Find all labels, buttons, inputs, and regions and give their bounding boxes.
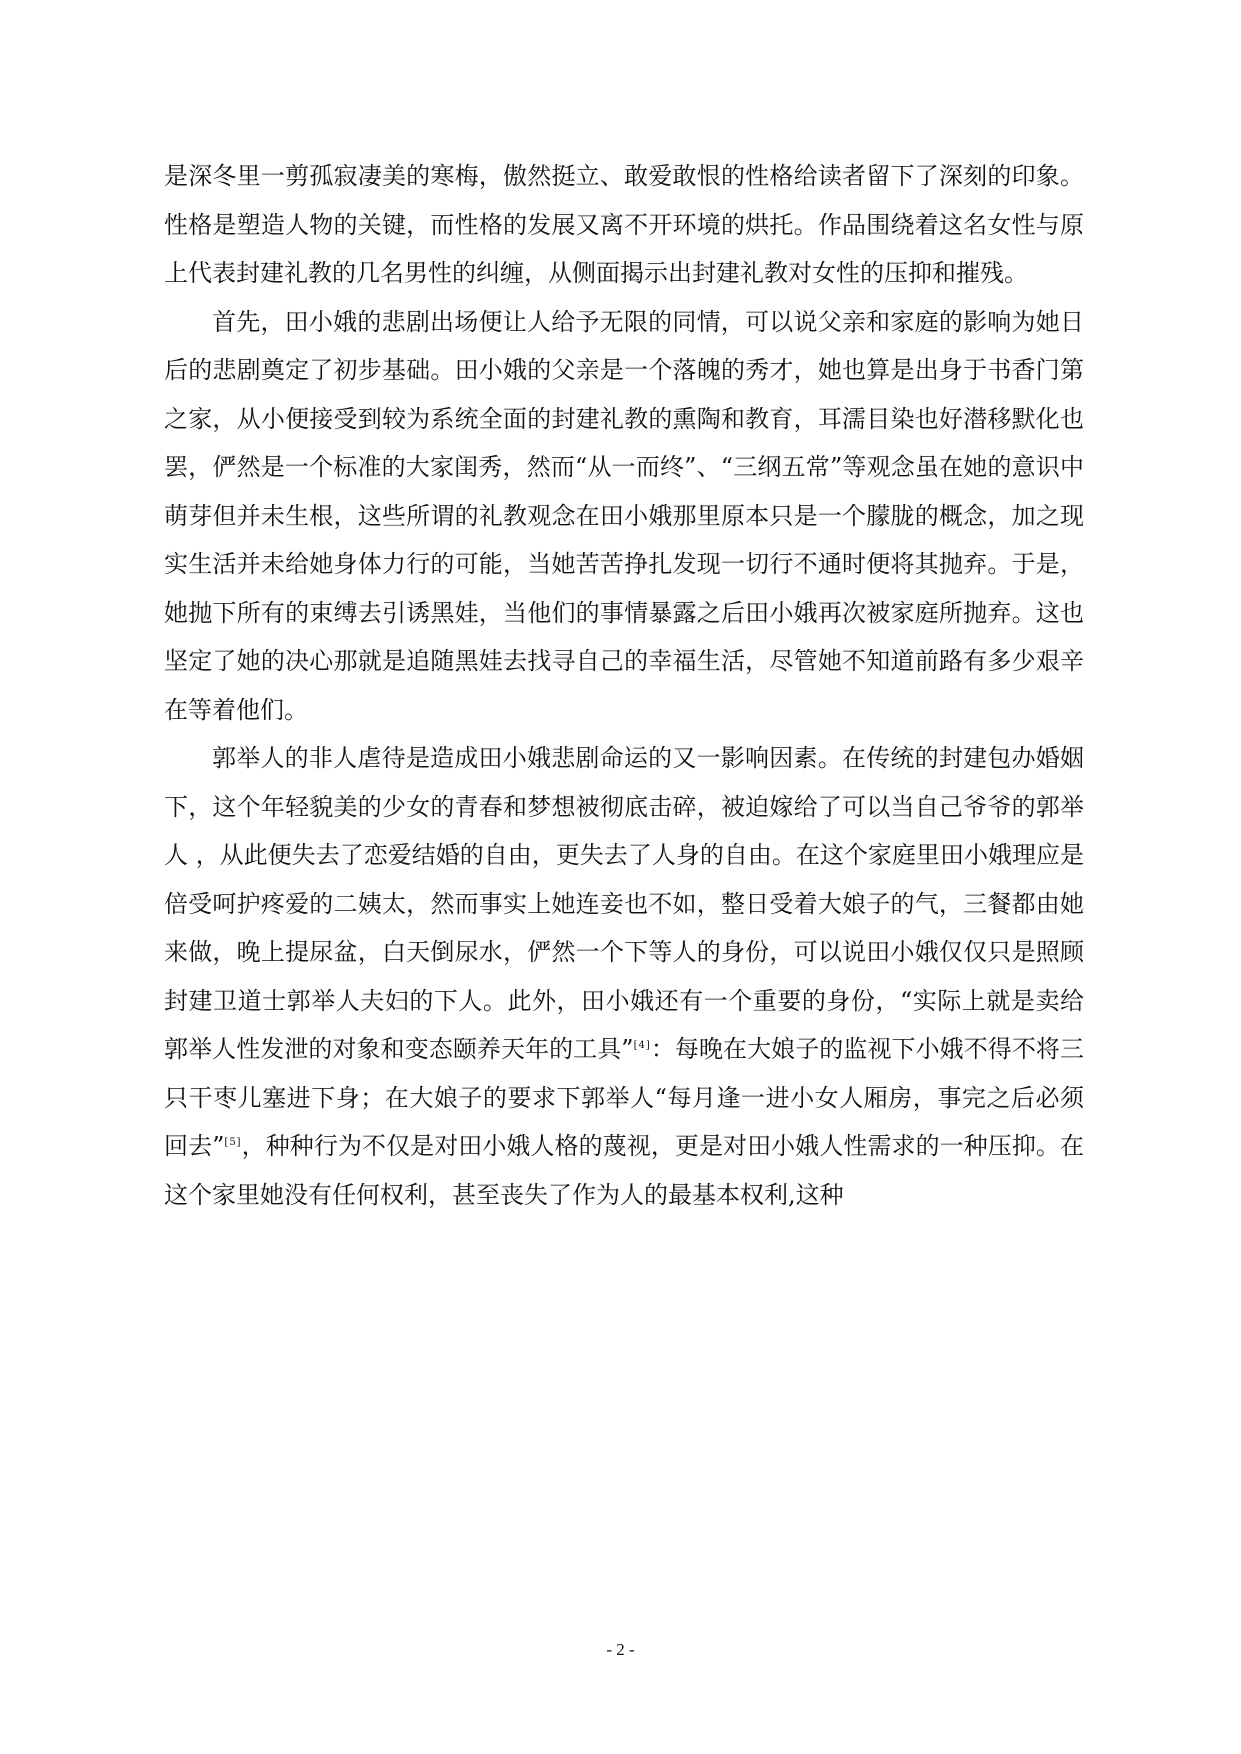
citation-ref-4: [4] [633,1040,651,1051]
paragraph [164,734,1084,1219]
paragraph [164,152,1084,298]
paragraph [164,298,1084,735]
paragraph-text: 是深冬里一剪孤寂凄美的寒梅，傲然挺立、敢爱敢恨的性格给读者留下了深刻的印象。性格是塑造人物的关键，而性格的发展又离不开环境的烘托。作品围绕着这名女性与原上代表封建礼教的几名男性的纠缠，从侧面揭示出封建礼教对女性的压抑和摧残。 [164,162,1084,287]
page-number: - 2 - [606,1640,635,1659]
body-text [164,152,1084,1219]
paragraph-text: 郭举人的非人虐待是造成田小娥悲剧命运的又一影响因素。在传统的封建包办婚姻下，这个年轻貌美的少女的青春和梦想被彻底击碎，被迫嫁给了可以当自己爷爷的郭举人 ，从此便失去了恋爱结婚的自由，更失去了人身的自由。在这个家庭里田小娥理应是倍受呵护疼爱的二姨太，然而事实上她连妾也不如，整日受着大娘子的气，三餐都由她来做，晚上提尿盆，白天倒尿水，俨然一个下等人的身份，可以说田小娥仅仅只是照顾封建卫道士郭举人夫妇的下人。此外，田小娥还有一个重要的身份，“实际上就是卖给郭举人性发泄的对象和变态颐养天年的工具” [164,744,1084,1063]
paragraph-text: 首先，田小娥的悲剧出场便让人给予无限的同情，可以说父亲和家庭的影响为她日后的悲剧奠定了初步基础。田小娥的父亲是一个落魄的秀才，她也算是出身于书香门第之家，从小便接受到较为系统全面的封建礼教的熏陶和教育，耳濡目染也好潜移默化也罢，俨然是一个标准的大家闺秀，然而“从一而终”、“三纲五常”等观念虽在她的意识中萌芽但并未生根，这些所谓的礼教观念在田小娥那里原本只是一个朦胧的概念，加之现实生活并未给她身体力行的可能，当她苦苦挣扎发现一切行不通时便将其抛弃。于是，她抛下所有的束缚去引诱黑娃，当他们的事情暴露之后田小娥再次被家庭所抛弃。这也坚定了她的决心那就是追随黑娃去找寻自己的幸福生活，尽管她不知道前路有多少艰辛在等着他们。 [164,307,1084,724]
citation-ref-5: [5] [224,1137,242,1148]
paragraph-text: ：每晚在大娘子的监视下小娥不得不将三只干枣儿塞进下身；在大娘子的要求下郭举人“每月逢一进小女人厢房，事完之后必须回去” [164,1035,1084,1160]
paragraph-text: ，种种行为不仅是对田小娥人格的蔑视，更是对田小娥人性需求的一种压抑。在这个家里她没有任何权利，甚至丧失了作为人的最基本权利,这种 [164,1132,1085,1209]
